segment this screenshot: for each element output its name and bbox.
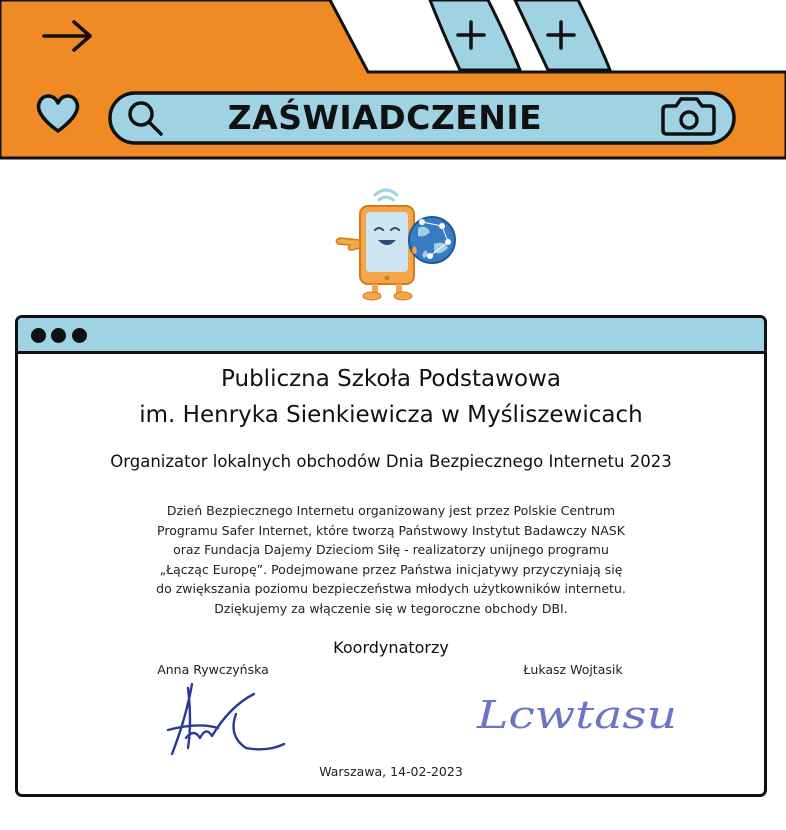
body-line: Dzień Bezpiecznego Internetu organizowany jest przez Polskie Centrum	[166, 503, 616, 518]
window-dot-icon	[51, 328, 66, 343]
mascot-illustration	[326, 184, 462, 304]
coordinator-right-name: Łukasz Wojtasik	[523, 662, 623, 677]
school-name-line-2: im. Henryka Sienkiewicza w Myśliszewicach	[139, 402, 643, 428]
wifi-icon	[375, 190, 397, 200]
globe-icon	[409, 217, 455, 263]
signature-left	[158, 678, 288, 763]
coordinator-left-name: Anna Rywczyńska	[157, 662, 269, 677]
body-line: Dziękujemy za włączenie się w tegoroczne obchody DBI.	[214, 600, 568, 616]
window-title-bar	[18, 318, 764, 354]
body-line: oraz Fundacja Dajemy Dzieciom Siłę - realizatorzy unijnego programu	[173, 542, 609, 558]
body-line: do zwiększania poziomu bezpieczeństwa młodych użytkowników internetu.	[156, 581, 626, 597]
svg-text:Lcwtasu: Lcwtasu	[475, 693, 677, 737]
place-and-date: Warszawa, 14-02-2023	[319, 764, 463, 779]
body-paragraph	[18, 501, 764, 619]
organizer-line: Organizator lokalnych obchodów Dnia Bezpiecznego Internetu 2023	[110, 452, 672, 471]
certificate-title: ZAŚWIADCZENIE	[227, 98, 543, 137]
window-dot-icon	[72, 328, 87, 343]
window-dot-icon	[31, 328, 46, 343]
header-banner	[0, 0, 786, 160]
body-line: „Łącząc Europę”. Podejmowane przez Państwa inicjatywy przyczyniają się	[159, 561, 623, 577]
school-name-line-1: Publiczna Szkoła Podstawowa	[221, 366, 561, 392]
signature-right	[473, 690, 688, 740]
certificate-card	[15, 315, 767, 797]
body-line: Programu Safer Internet, które tworzą Państwowy Instytut Badawczy NASK	[157, 522, 625, 538]
coordinators-heading: Koordynatorzy	[333, 638, 449, 657]
